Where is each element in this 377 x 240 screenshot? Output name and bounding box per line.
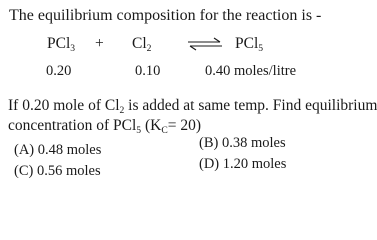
question-line-1: If 0.20 mole of $Cl_2$ is added at same temp. Find equilibrium xyxy=(8,97,377,116)
plus-sign: + xyxy=(95,35,104,52)
product-pcl5: PCl$_5$ xyxy=(235,35,264,54)
conc-pcl5: 0.40 moles/litre xyxy=(205,63,297,79)
option-b: (B) 0.38 moles xyxy=(199,135,286,151)
question-line-2: concentration of PCl$_5$ $(K_C= 20)$ xyxy=(8,117,201,136)
question-heading: The equilibrium composition for the reaction is - xyxy=(9,7,322,24)
option-a: (A) 0.48 moles xyxy=(14,142,102,158)
conc-pcl3: 0.20 xyxy=(46,63,72,79)
option-d: (D) 1.20 moles xyxy=(199,156,287,172)
conc-cl2: 0.10 xyxy=(135,63,161,79)
option-c: (C) 0.56 moles xyxy=(14,163,101,179)
reactant-pcl3: PCl$_3$ xyxy=(47,35,76,54)
reactant-cl2: $Cl_2$ xyxy=(132,35,152,54)
equilibrium-arrow-icon xyxy=(187,37,223,51)
